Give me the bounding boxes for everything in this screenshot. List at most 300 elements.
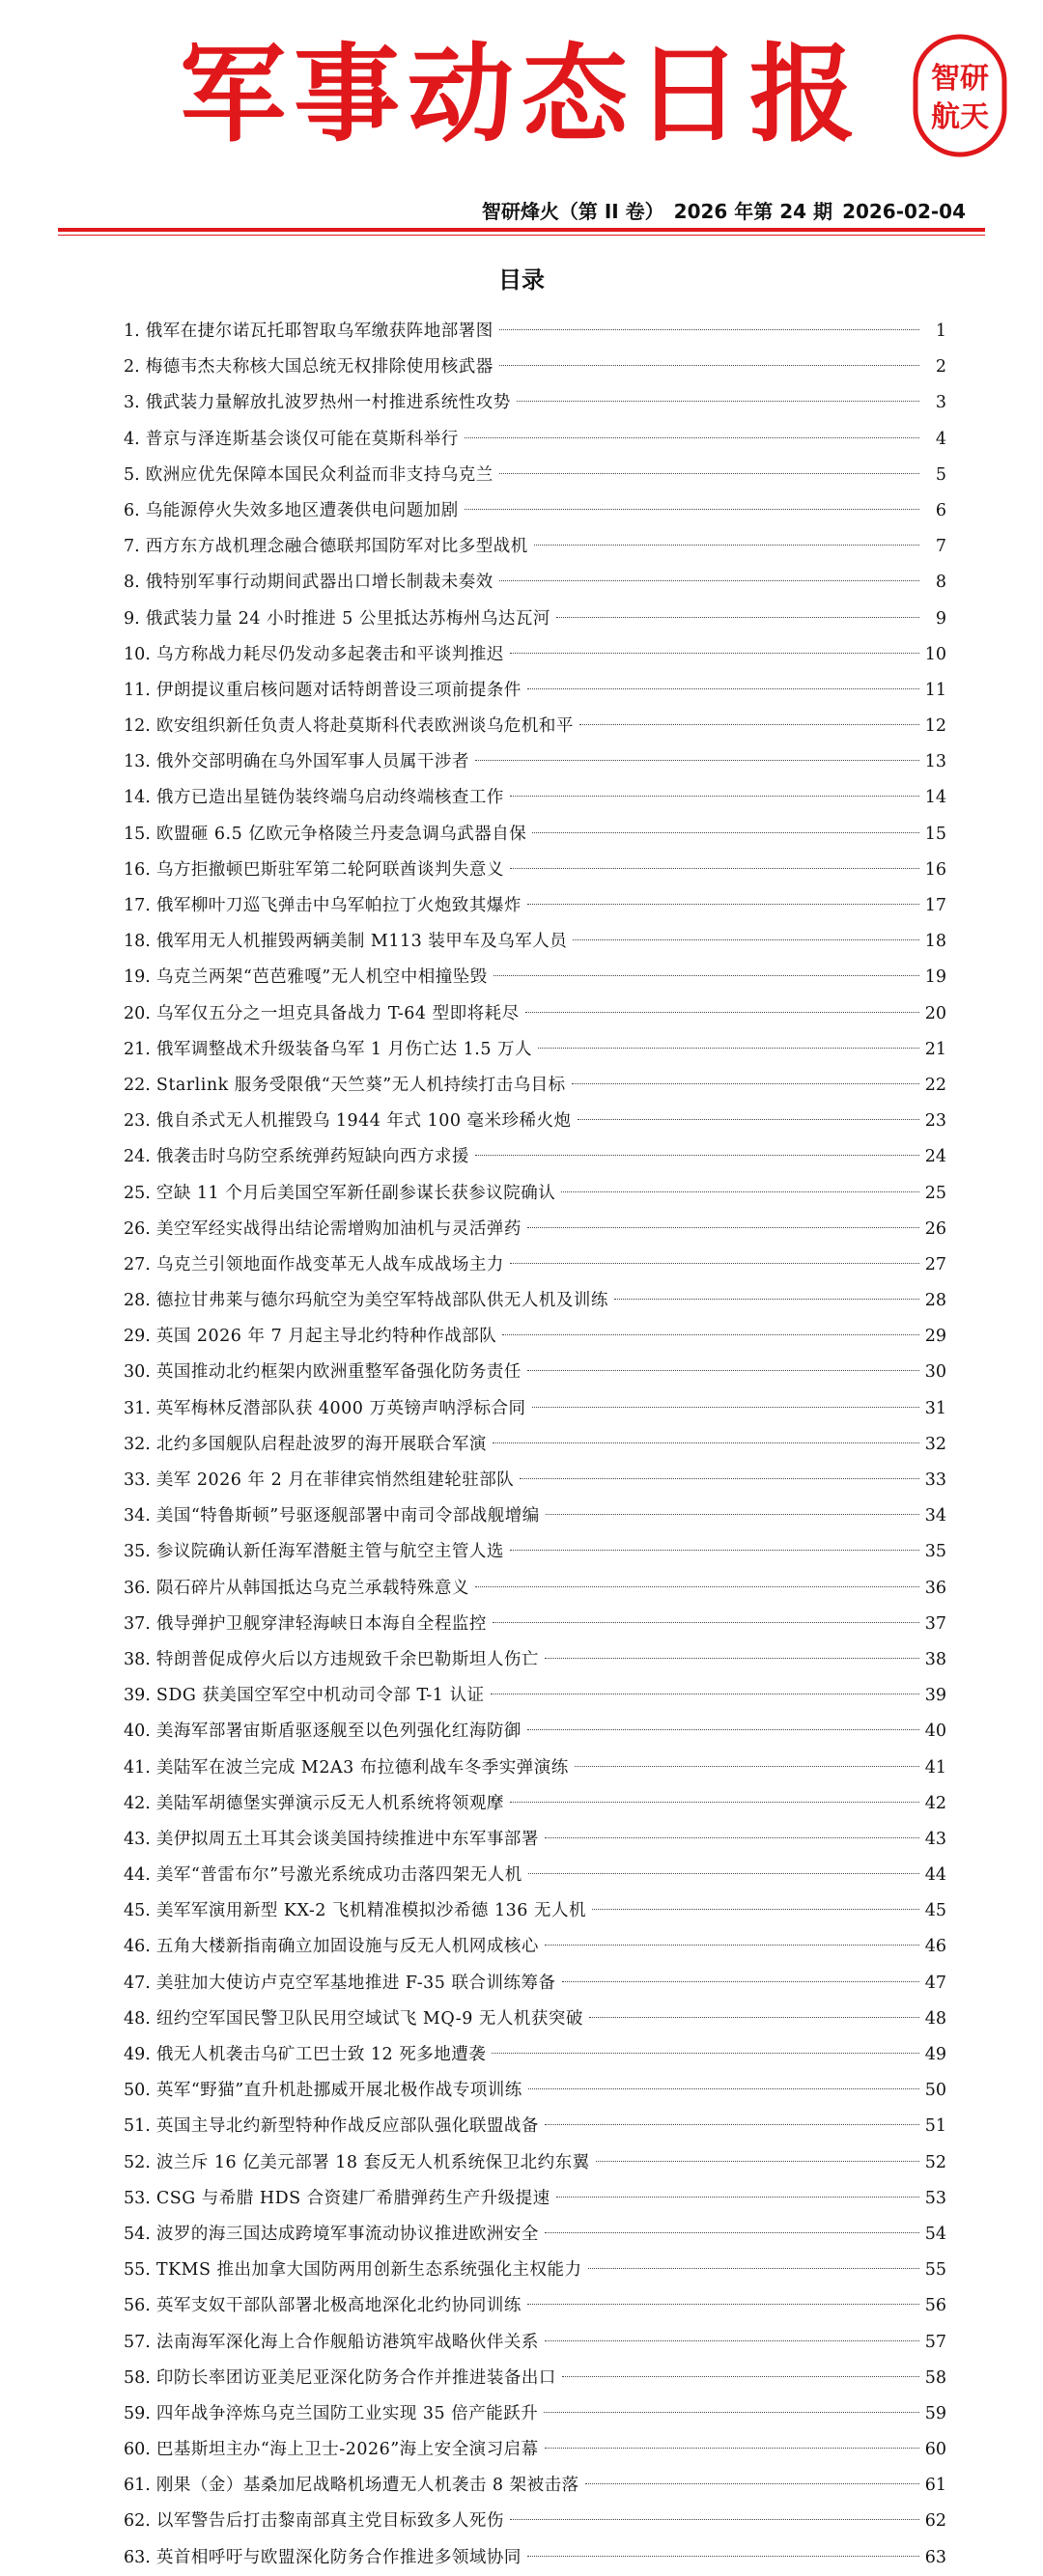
toc-entry[interactable] xyxy=(124,853,946,888)
toc-entry-title: 乌方拒撤顿巴斯驻军第二轮阿联酋谈判失意义 xyxy=(155,859,504,880)
toc-entry-number: 2. xyxy=(124,357,140,378)
toc-entry[interactable] xyxy=(124,1750,946,1786)
toc-entry-leader-dots xyxy=(527,1370,919,1371)
toc-entry[interactable] xyxy=(124,1427,946,1463)
toc-entry-leader-dots xyxy=(556,2197,919,2198)
toc-entry-page-number: 61 xyxy=(924,2476,946,2496)
toc-entry-title: TKMS 推出加拿大国防两用创新生态系统强化主权能力 xyxy=(155,2260,582,2281)
toc-entry-number: 29. xyxy=(124,1327,151,1347)
toc-entry-number: 58. xyxy=(124,2367,151,2388)
masthead-divider-thin xyxy=(58,235,985,236)
toc-entry[interactable] xyxy=(124,1822,946,1858)
toc-entry-page-number: 60 xyxy=(924,2440,946,2460)
toc-entry[interactable] xyxy=(124,1714,946,1750)
toc-entry-title: 英国推动北约框架内欧洲重整军备强化防务责任 xyxy=(155,1362,522,1383)
toc-entry-number: 21. xyxy=(124,1039,151,1059)
toc-entry-leader-dots xyxy=(545,2232,919,2233)
toc-entry[interactable] xyxy=(124,458,946,493)
toc-entry[interactable] xyxy=(124,1893,946,1929)
toc-entry-leader-dots xyxy=(614,1299,919,1300)
toc-entry-title: 美空军经实战得出结论需增购加油机与灵活弹药 xyxy=(155,1218,522,1239)
toc-entry-number: 20. xyxy=(124,1003,151,1023)
toc-entry-page-number: 48 xyxy=(924,2008,946,2029)
toc-entry-page-number: 10 xyxy=(924,644,946,664)
toc-entry-leader-dots xyxy=(545,1945,919,1946)
toc-entry-title: 巴基斯坦主办“海上卫士-2026”海上安全演习启幕 xyxy=(155,2440,539,2460)
toc-entry-leader-dots xyxy=(502,1334,918,1335)
toc-entry-title: CSG 与希腊 HDS 合资建厂希腊弹药生产升级提速 xyxy=(155,2188,550,2208)
toc-entry-number: 25. xyxy=(124,1183,151,1203)
toc-entry[interactable] xyxy=(124,2253,946,2288)
toc-entry-leader-dots xyxy=(545,2448,919,2449)
toc-entry-title: 俄军在捷尔诺瓦托耶智取乌军缴获阵地部署图 xyxy=(145,322,493,341)
toc-entry[interactable] xyxy=(124,314,946,350)
toc-entry-leader-dots xyxy=(532,1407,919,1408)
toc-entry-number: 59. xyxy=(124,2403,151,2423)
toc-entry-title: 空缺 11 个月后美国空军新任副参谋长获参议院确认 xyxy=(155,1183,556,1203)
toc-entry-leader-dots xyxy=(572,1083,919,1084)
toc-entry-page-number: 54 xyxy=(924,2224,946,2244)
toc-entry-number: 3. xyxy=(124,393,140,413)
toc-entry-page-number: 35 xyxy=(924,1542,946,1562)
toc-entry[interactable] xyxy=(124,493,946,529)
toc-entry-number: 30. xyxy=(124,1362,151,1383)
toc-entry-leader-dots xyxy=(527,688,919,689)
toc-entry-title: 俄无人机袭击乌矿工巴士致 12 死多地遭袭 xyxy=(155,2045,487,2064)
toc-entry-leader-dots xyxy=(592,1909,919,1910)
toc-entry-title: 参议院确认新任海军潜艇主管与航空主管人选 xyxy=(155,1542,504,1562)
toc-entry-leader-dots xyxy=(578,1119,919,1120)
toc-entry[interactable] xyxy=(124,1032,946,1068)
toc-entry-leader-dots xyxy=(528,1873,919,1874)
toc-entry-number: 19. xyxy=(124,967,151,988)
toc-entry-number: 37. xyxy=(124,1613,151,1634)
toc-entry-page-number: 2 xyxy=(935,357,946,378)
toc-entry-title: 五角大楼新指南确立加固设施与反无人机网成核心 xyxy=(155,1937,539,1957)
toc-entry-number: 42. xyxy=(124,1793,151,1813)
toc-entry[interactable] xyxy=(124,960,946,995)
toc-entry-leader-dots xyxy=(528,2088,919,2089)
masthead-divider-thick xyxy=(58,228,985,232)
toc-entry-leader-dots xyxy=(475,760,919,761)
toc-entry[interactable] xyxy=(124,1391,946,1427)
toc-entry-leader-dots xyxy=(520,1478,918,1479)
toc-entry-page-number: 45 xyxy=(924,1901,946,1921)
toc-entry[interactable] xyxy=(124,637,946,673)
toc-entry[interactable] xyxy=(124,1176,946,1212)
toc-entry[interactable] xyxy=(124,1068,946,1104)
toc-entry-title: 美军“普雷布尔”号激光系统成功击落四架无人机 xyxy=(155,1865,522,1886)
toc-entry-title: 英军梅林反潜部队获 4000 万英镑声呐浮标合同 xyxy=(155,1398,526,1418)
toc-entry[interactable] xyxy=(124,2145,946,2181)
toc-entry-page-number: 32 xyxy=(924,1434,946,1454)
toc-entry[interactable] xyxy=(124,1283,946,1319)
toc-entry-page-number: 53 xyxy=(924,2188,946,2208)
toc-entry-title: 伊朗提议重启核问题对话特朗普设三项前提条件 xyxy=(155,680,522,700)
toc-entry-leader-dots xyxy=(561,1191,918,1192)
toc-entry-page-number: 46 xyxy=(924,1937,946,1957)
toc-entry-leader-dots xyxy=(527,2556,919,2557)
toc-entry-title: 俄军柳叶刀巡飞弹击中乌军帕拉丁火炮致其爆炸 xyxy=(155,896,522,915)
toc-entry-page-number: 36 xyxy=(924,1578,946,1598)
toc-entry[interactable] xyxy=(124,1319,946,1355)
toc-entry-title: 俄方已造出星链伪装终端乌启动终端核查工作 xyxy=(155,788,504,808)
toc-entry-leader-dots xyxy=(532,832,918,833)
toc-entry-number: 18. xyxy=(124,932,151,952)
toc-entry-leader-dots xyxy=(510,796,919,797)
toc-entry[interactable] xyxy=(124,1104,946,1139)
toc-entry-leader-dots xyxy=(517,401,919,402)
svg-text:智研: 智研 xyxy=(931,62,989,96)
toc-entry-page-number: 3 xyxy=(935,393,946,413)
toc-entry-number: 49. xyxy=(124,2045,151,2064)
toc-entry-number: 8. xyxy=(124,573,140,593)
toc-entry-leader-dots xyxy=(499,329,919,330)
toc-entry[interactable] xyxy=(124,1139,946,1175)
toc-entry-title: 法南海军深化海上合作舰船访港筑牢战略伙伴关系 xyxy=(155,2332,539,2352)
toc-entry-leader-dots xyxy=(546,1514,919,1515)
toc-entry-title: 欧洲应优先保障本国民众利益而非支持乌克兰 xyxy=(145,464,493,485)
toc-entry[interactable] xyxy=(124,2073,946,2109)
svg-text:航天: 航天 xyxy=(931,100,989,134)
toc-entry[interactable] xyxy=(124,2468,946,2504)
toc-entry-page-number: 21 xyxy=(924,1039,946,1059)
toc-entry-number: 61. xyxy=(124,2476,151,2496)
toc-entry-leader-dots xyxy=(527,1227,919,1228)
toc-entry[interactable] xyxy=(124,1607,946,1642)
toc-entry-title: 德拉甘弗莱与德尔玛航空为美空军特战部队供无人机及训练 xyxy=(155,1291,608,1311)
toc-entry-page-number: 49 xyxy=(924,2045,946,2064)
toc-entry-number: 10. xyxy=(124,644,151,664)
toc-entry-leader-dots xyxy=(544,2412,918,2413)
toc-entry-number: 28. xyxy=(124,1291,151,1311)
toc-entry-title: 美军 2026 年 2 月在菲律宾悄然组建轮驻部队 xyxy=(155,1470,515,1490)
toc-entry-number: 36. xyxy=(124,1578,151,1598)
toc-entry-page-number: 50 xyxy=(924,2081,946,2101)
toc-entry-title: 四年战争淬炼乌克兰国防工业实现 35 倍产能跃升 xyxy=(155,2403,539,2423)
toc-entry-page-number: 6 xyxy=(935,500,946,520)
toc-entry-title: 美陆军在波兰完成 M2A3 布拉德利战车冬季实弹演练 xyxy=(155,1757,569,1778)
toc-entry-leader-dots xyxy=(556,617,919,618)
toc-entry-number: 11. xyxy=(124,680,151,700)
toc-entry-title: 美陆军胡德堡实弹演示反无人机系统将领观摩 xyxy=(155,1793,504,1813)
toc-entry-title: 波罗的海三国达成跨境军事流动协议推进欧洲安全 xyxy=(155,2224,539,2244)
toc-entry-title: 西方东方战机理念融合德联邦国防军对比多型战机 xyxy=(145,537,528,557)
toc-entry-title: 美军军演用新型 KX-2 飞机精准模拟沙希德 136 无人机 xyxy=(155,1901,586,1921)
toc-entry-page-number: 39 xyxy=(924,1686,946,1706)
toc-entry-title: 乌克兰两架“芭芭雅嘎”无人机空中相撞坠毁 xyxy=(155,967,488,988)
toc-entry[interactable] xyxy=(124,2217,946,2253)
toc-entry-leader-dots xyxy=(562,2376,919,2377)
issue-series: 智研烽火（第 II 卷） xyxy=(481,200,664,223)
table-of-contents xyxy=(124,314,946,2576)
toc-entry[interactable] xyxy=(124,1786,946,1822)
toc-entry-title: 以军警告后打击黎南部真主党目标致多人死伤 xyxy=(155,2511,504,2532)
toc-entry-leader-dots xyxy=(510,1550,919,1551)
toc-entry-number: 12. xyxy=(124,716,151,737)
toc-entry-leader-dots xyxy=(493,1442,919,1443)
toc-entry-leader-dots xyxy=(527,1729,919,1730)
toc-entry-page-number: 20 xyxy=(924,1003,946,1023)
toc-entry-page-number: 56 xyxy=(924,2296,946,2316)
toc-entry[interactable] xyxy=(124,709,946,744)
toc-entry-page-number: 17 xyxy=(924,896,946,915)
toc-entry[interactable] xyxy=(124,673,946,709)
toc-entry-page-number: 8 xyxy=(935,573,946,593)
toc-entry-leader-dots xyxy=(596,2161,919,2162)
toc-entry-title: 俄特别军事行动期间武器出口增长制裁未奏效 xyxy=(145,573,493,593)
toc-entry[interactable] xyxy=(124,2432,946,2468)
toc-entry[interactable] xyxy=(124,1642,946,1678)
toc-entry-title: 印防长率团访亚美尼亚深化防务合作并推进装备出口 xyxy=(155,2367,556,2388)
toc-entry[interactable] xyxy=(124,1966,946,2002)
toc-entry-leader-dots xyxy=(510,2519,919,2520)
toc-entry-leader-dots xyxy=(527,904,919,905)
toc-entry-leader-dots xyxy=(589,2017,919,2018)
toc-entry-title: 乌军仅五分之一坦克具备战力 T-64 型即将耗尽 xyxy=(155,1003,520,1023)
toc-entry-number: 15. xyxy=(124,824,151,844)
toc-entry-number: 33. xyxy=(124,1470,151,1490)
toc-entry-page-number: 9 xyxy=(935,608,946,629)
toc-entry-leader-dots xyxy=(510,1263,919,1264)
toc-entry-leader-dots xyxy=(493,1622,919,1623)
toc-entry-leader-dots xyxy=(545,1658,919,1659)
toc-entry-leader-dots xyxy=(492,2053,918,2054)
toc-entry-number: 55. xyxy=(124,2260,151,2281)
toc-entry-number: 26. xyxy=(124,1218,151,1239)
toc-entry-page-number: 44 xyxy=(924,1865,946,1886)
toc-entry-page-number: 52 xyxy=(924,2152,946,2172)
toc-entry-title: 英军支奴干部队部署北极高地深化北约协同训练 xyxy=(155,2296,522,2316)
toc-entry-number: 48. xyxy=(124,2008,151,2029)
toc-entry-page-number: 47 xyxy=(924,1973,946,1993)
toc-entry[interactable] xyxy=(124,2288,946,2324)
toc-entry-title: 陨石碎片从韩国抵达乌克兰承载特殊意义 xyxy=(155,1578,469,1598)
seal-logo-icon xyxy=(913,34,1007,157)
toc-entry-leader-dots xyxy=(579,724,919,725)
toc-entry-leader-dots xyxy=(527,2304,919,2305)
toc-entry-title: 美海军部署宙斯盾驱逐舰至以色列强化红海防御 xyxy=(155,1722,522,1742)
toc-entry-page-number: 38 xyxy=(924,1649,946,1669)
toc-entry-title: SDG 获美国空军空中机动司令部 T-1 认证 xyxy=(155,1686,485,1706)
toc-entry-leader-dots xyxy=(465,437,919,438)
toc-entry[interactable] xyxy=(124,817,946,853)
toc-entry[interactable] xyxy=(124,1212,946,1247)
toc-entry-number: 45. xyxy=(124,1901,151,1921)
toc-entry-page-number: 37 xyxy=(924,1613,946,1634)
toc-entry-number: 54. xyxy=(124,2224,151,2244)
toc-entry-number: 34. xyxy=(124,1506,151,1526)
toc-entry[interactable] xyxy=(124,2361,946,2396)
toc-entry[interactable] xyxy=(124,1247,946,1283)
toc-entry-page-number: 40 xyxy=(924,1722,946,1742)
toc-entry-leader-dots xyxy=(465,509,919,510)
toc-entry[interactable] xyxy=(124,1858,946,1893)
toc-entry-title: 俄导弹护卫舰穿津轻海峡日本海自全程监控 xyxy=(155,1613,487,1634)
toc-entry-number: 22. xyxy=(124,1075,151,1095)
toc-entry-number: 9. xyxy=(124,608,140,629)
toc-entry-leader-dots xyxy=(538,1048,919,1049)
toc-entry[interactable] xyxy=(124,529,946,565)
toc-entry-page-number: 14 xyxy=(924,788,946,808)
toc-entry-page-number: 25 xyxy=(924,1183,946,1203)
toc-entry-leader-dots xyxy=(510,1802,919,1803)
toc-entry-number: 24. xyxy=(124,1147,151,1167)
toc-entry[interactable] xyxy=(124,422,946,458)
toc-entry-leader-dots xyxy=(545,2124,919,2125)
toc-entry-page-number: 15 xyxy=(924,824,946,844)
toc-entry-page-number: 16 xyxy=(924,859,946,880)
toc-entry-page-number: 13 xyxy=(924,752,946,772)
toc-entry-number: 46. xyxy=(124,1937,151,1957)
toc-entry[interactable] xyxy=(124,2540,946,2576)
toc-entry-title: 欧盟砸 6.5 亿欧元争格陵兰丹麦急调乌武器自保 xyxy=(155,824,527,844)
toc-entry-number: 7. xyxy=(124,537,140,557)
toc-entry-number: 44. xyxy=(124,1865,151,1886)
toc-entry-page-number: 12 xyxy=(924,716,946,737)
toc-entry-number: 62. xyxy=(124,2511,151,2532)
toc-entry[interactable] xyxy=(124,780,946,816)
toc-entry[interactable] xyxy=(124,1498,946,1534)
toc-entry-page-number: 22 xyxy=(924,1075,946,1095)
toc-entry[interactable] xyxy=(124,2037,946,2073)
toc-entry-page-number: 4 xyxy=(935,429,946,449)
toc-entry-page-number: 41 xyxy=(924,1757,946,1778)
toc-entry-title: 梅德韦杰夫称核大国总统无权排除使用核武器 xyxy=(145,357,493,378)
toc-entry-leader-dots xyxy=(475,1586,919,1587)
toc-entry-page-number: 30 xyxy=(924,1362,946,1383)
toc-entry[interactable] xyxy=(124,1534,946,1570)
toc-entry[interactable] xyxy=(124,996,946,1032)
toc-entry-leader-dots xyxy=(562,1981,919,1982)
toc-entry-page-number: 57 xyxy=(924,2332,946,2352)
toc-entry-page-number: 24 xyxy=(924,1147,946,1167)
toc-entry-page-number: 51 xyxy=(924,2116,946,2137)
toc-entry-number: 40. xyxy=(124,1722,151,1742)
toc-entry-title: 乌能源停火失效多地区遭袭供电问题加剧 xyxy=(145,500,459,520)
issue-info xyxy=(472,196,966,224)
toc-entry-page-number: 43 xyxy=(924,1829,946,1849)
toc-entry-title: 乌方称战力耗尽仍发动多起袭击和平谈判推迟 xyxy=(155,644,504,664)
toc-entry-number: 51. xyxy=(124,2116,151,2137)
toc-entry-number: 43. xyxy=(124,1829,151,1849)
toc-entry-number: 56. xyxy=(124,2296,151,2316)
toc-entry-number: 57. xyxy=(124,2332,151,2352)
toc-entry-title: 纽约空军国民警卫队民用空域试飞 MQ-9 无人机获突破 xyxy=(155,2008,583,2029)
toc-entry-leader-dots xyxy=(493,975,919,976)
toc-entry-leader-dots xyxy=(534,545,919,546)
toc-entry-page-number: 5 xyxy=(935,464,946,485)
toc-entry-title: 俄袭击时乌防空系统弹药短缺向西方求援 xyxy=(155,1147,469,1167)
toc-entry[interactable] xyxy=(124,1929,946,1965)
toc-entry-page-number: 1 xyxy=(935,322,946,341)
toc-entry-page-number: 34 xyxy=(924,1506,946,1526)
toc-entry-leader-dots xyxy=(510,868,919,869)
toc-entry-leader-dots xyxy=(499,365,919,366)
toc-entry-page-number: 19 xyxy=(924,967,946,988)
toc-entry[interactable] xyxy=(124,888,946,924)
toc-entry[interactable] xyxy=(124,2181,946,2217)
toc-entry[interactable] xyxy=(124,350,946,385)
toc-entry-leader-dots xyxy=(525,1012,919,1013)
toc-entry-leader-dots xyxy=(585,2483,919,2484)
toc-entry[interactable] xyxy=(124,1355,946,1390)
toc-entry-title: 俄武装力量解放扎波罗热州一村推进系统性攻势 xyxy=(145,393,511,413)
toc-entry[interactable] xyxy=(124,2325,946,2361)
toc-entry-leader-dots xyxy=(575,1766,919,1767)
toc-entry-leader-dots xyxy=(510,653,919,654)
toc-entry-page-number: 31 xyxy=(924,1398,946,1418)
toc-entry-page-number: 18 xyxy=(924,932,946,952)
toc-entry-title: 俄外交部明确在乌外国军事人员属干涉者 xyxy=(155,752,469,772)
toc-entry-number: 5. xyxy=(124,464,140,485)
toc-entry-title: 普京与泽连斯基会谈仅可能在莫斯科举行 xyxy=(145,429,459,449)
toc-entry-number: 4. xyxy=(124,429,140,449)
toc-entry-leader-dots xyxy=(475,1155,919,1156)
toc-entry-number: 41. xyxy=(124,1757,151,1778)
toc-entry[interactable] xyxy=(124,2109,946,2144)
toc-entry-title: 欧安组织新任负责人将赴莫斯科代表欧洲谈乌危机和平 xyxy=(155,716,574,737)
toc-entry-leader-dots xyxy=(588,2268,919,2269)
toc-entry[interactable] xyxy=(124,1463,946,1498)
toc-entry[interactable] xyxy=(124,565,946,601)
toc-entry-leader-dots xyxy=(545,2340,919,2341)
toc-entry-number: 53. xyxy=(124,2188,151,2208)
toc-entry-page-number: 11 xyxy=(924,680,946,700)
toc-entry-page-number: 42 xyxy=(924,1793,946,1813)
toc-entry-title: 俄自杀式无人机摧毁乌 1944 年式 100 毫米珍稀火炮 xyxy=(155,1111,572,1132)
toc-entry-number: 14. xyxy=(124,788,151,808)
toc-entry-page-number: 62 xyxy=(924,2511,946,2532)
toc-entry-page-number: 29 xyxy=(924,1327,946,1347)
toc-entry-number: 35. xyxy=(124,1542,151,1562)
toc-entry-leader-dots xyxy=(545,1837,919,1838)
toc-entry-page-number: 28 xyxy=(924,1291,946,1311)
toc-entry-title: Starlink 服务受限俄“天竺葵”无人机持续打击乌目标 xyxy=(155,1075,566,1095)
toc-entry-title: 俄军用无人机摧毁两辆美制 M113 装甲车及乌军人员 xyxy=(155,932,568,952)
toc-entry[interactable] xyxy=(124,1678,946,1714)
toc-entry-title: 英国 2026 年 7 月起主导北约特种作战部队 xyxy=(155,1327,497,1347)
toc-entry[interactable] xyxy=(124,2396,946,2432)
toc-entry-title: 英首相呼吁与欧盟深化防务合作推进多领域协同 xyxy=(155,2547,522,2567)
toc-entry[interactable] xyxy=(124,744,946,780)
toc-entry-number: 32. xyxy=(124,1434,151,1454)
toc-entry[interactable] xyxy=(124,2504,946,2539)
toc-entry-number: 47. xyxy=(124,1973,151,1993)
toc-entry-number: 52. xyxy=(124,2152,151,2172)
toc-entry-page-number: 27 xyxy=(924,1254,946,1274)
toc-entry-title: 美国“特鲁斯顿”号驱逐舰部署中南司令部战舰增编 xyxy=(155,1506,540,1526)
toc-entry-number: 16. xyxy=(124,859,151,880)
toc-entry[interactable] xyxy=(124,602,946,637)
toc-entry-title: 美伊拟周五土耳其会谈美国持续推进中东军事部署 xyxy=(155,1829,539,1849)
toc-entry-page-number: 23 xyxy=(924,1111,946,1132)
toc-entry-page-number: 58 xyxy=(924,2367,946,2388)
issue-number: 2026 年第 24 期 xyxy=(673,200,833,223)
toc-entry-number: 6. xyxy=(124,500,140,520)
toc-entry-number: 31. xyxy=(124,1398,151,1418)
toc-entry-number: 27. xyxy=(124,1254,151,1274)
toc-entry[interactable] xyxy=(124,385,946,421)
toc-entry-page-number: 33 xyxy=(924,1470,946,1490)
toc-entry-page-number: 63 xyxy=(924,2547,946,2567)
toc-entry[interactable] xyxy=(124,1571,946,1607)
toc-entry-number: 63. xyxy=(124,2547,151,2567)
toc-entry-title: 美驻加大使访卢克空军基地推进 F-35 联合训练筹备 xyxy=(155,1973,556,1993)
toc-entry[interactable] xyxy=(124,2002,946,2037)
toc-entry-number: 39. xyxy=(124,1686,151,1706)
toc-entry[interactable] xyxy=(124,924,946,960)
